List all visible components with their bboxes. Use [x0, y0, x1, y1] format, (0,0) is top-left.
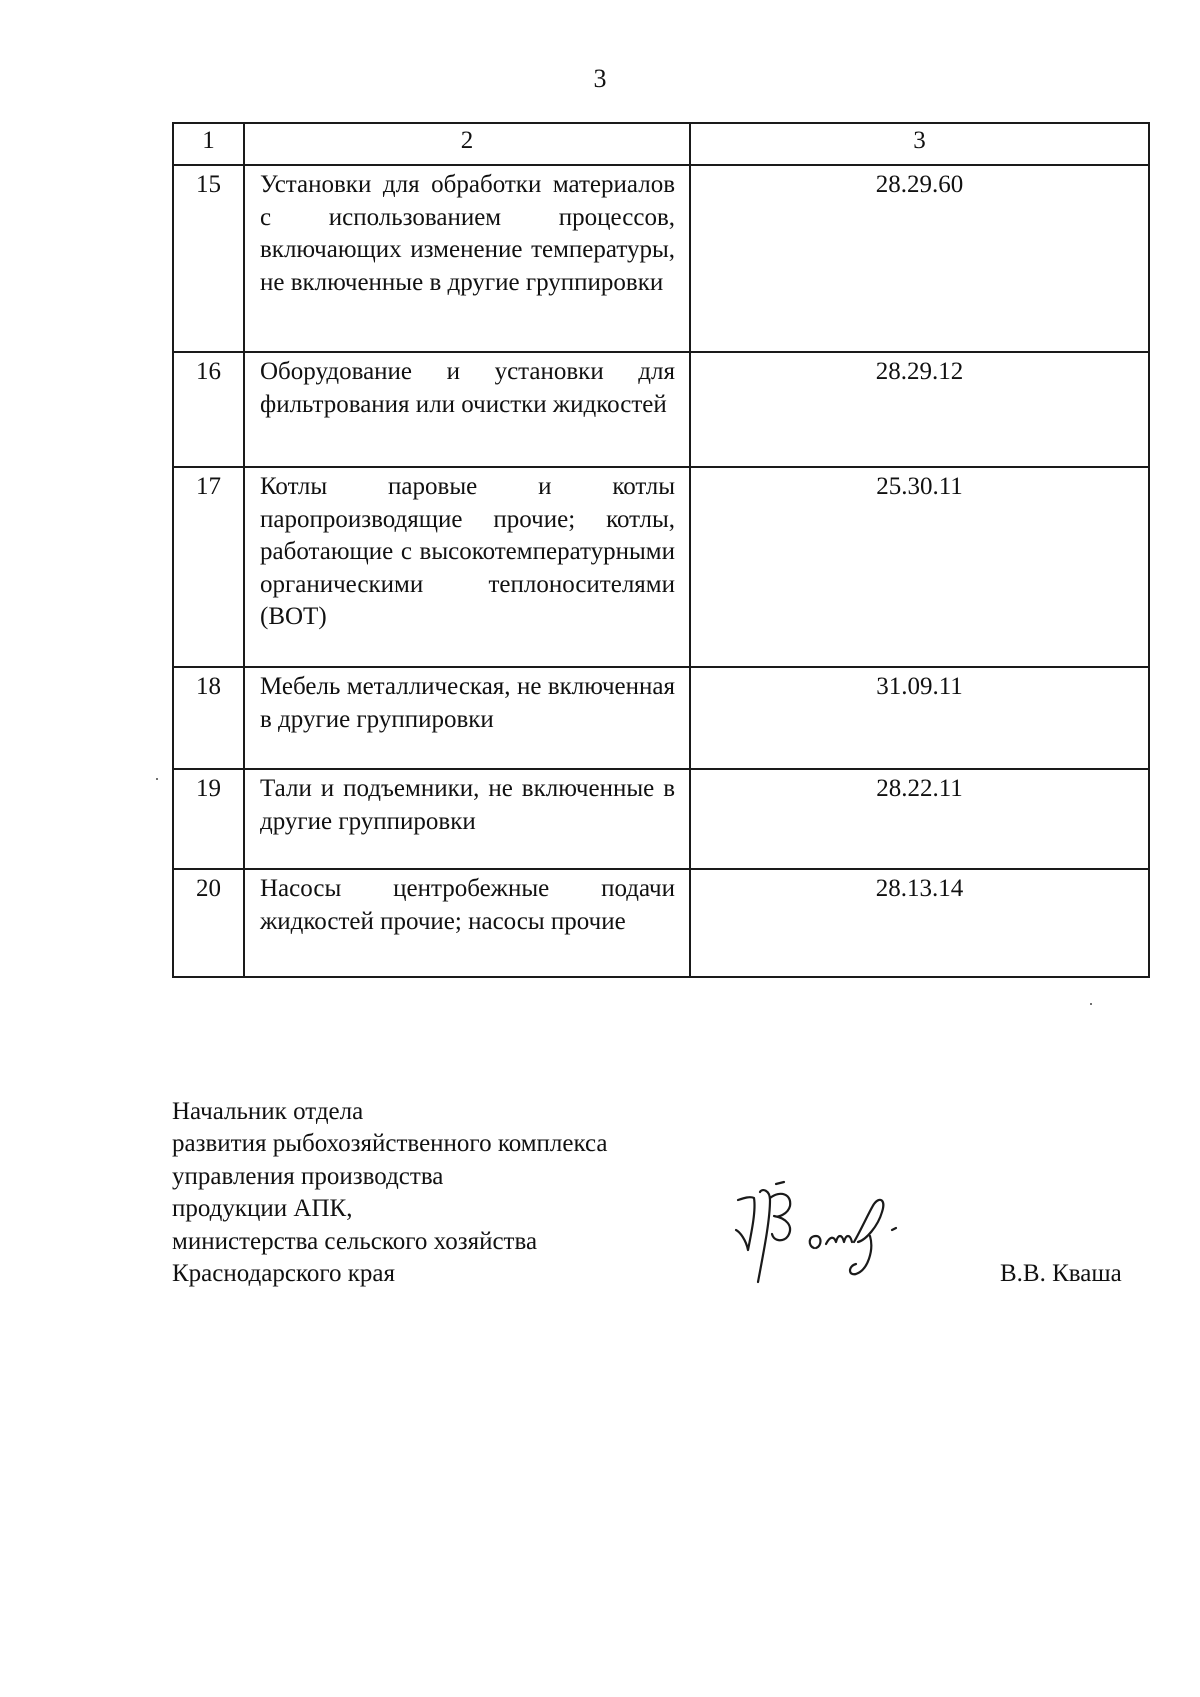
column-header-3: 3: [690, 123, 1149, 165]
position-line: Краснодарского края: [172, 1260, 395, 1288]
table-row: [173, 165, 1149, 352]
position-line: Начальник отдела: [172, 1098, 364, 1125]
row-code: 25.30.11: [690, 467, 1149, 667]
column-header-2: 2: [244, 123, 690, 165]
page-number: 3: [593, 64, 607, 93]
position-line: продукции АПК,: [172, 1195, 353, 1223]
row-number: 18: [173, 667, 244, 769]
table-row: [173, 769, 1149, 869]
row-number: 20: [173, 869, 244, 977]
row-description: Мебель металлическая, не включенная в другие группировки: [244, 667, 690, 769]
position-line: министерства сельского хозяйства: [172, 1227, 538, 1255]
row-number: 17: [173, 467, 244, 667]
row-code: 28.29.60: [690, 165, 1149, 352]
row-description: Установки для обработки материалов с использованием процессов, включающих изменение температуры, не включенные в другие группировки: [244, 165, 690, 352]
signatory-position: [172, 1096, 608, 1290]
table-header-row: [173, 123, 1149, 165]
table-row: [173, 352, 1149, 467]
row-code: 31.09.11: [690, 667, 1149, 769]
handwritten-signature-icon: [730, 1170, 940, 1290]
row-description: Тали и подъемники, не включенные в другие группировки: [244, 769, 690, 869]
position-line: управления производства: [172, 1162, 444, 1190]
row-code: 28.29.12: [690, 352, 1149, 467]
scan-speck: [1090, 1003, 1092, 1005]
row-number: 15: [173, 165, 244, 352]
row-description: Оборудование и установки для фильтрования или очистки жидкостей: [244, 352, 690, 467]
position-line: развития рыбохозяйственного комплекса: [172, 1130, 608, 1158]
row-code: 28.13.14: [690, 869, 1149, 977]
equipment-table: [172, 122, 1150, 978]
row-code: 28.22.11: [690, 769, 1149, 869]
column-header-1: 1: [173, 123, 244, 165]
table-row: [173, 467, 1149, 667]
row-number: 19: [173, 769, 244, 869]
table-row: [173, 667, 1149, 769]
scan-speck: [156, 778, 158, 780]
table-row: [173, 869, 1149, 977]
row-description: Котлы паровые и котлы паропроизводящие прочие; котлы, работающие с высокотемпературными органическими теплоносителями (ВОТ): [244, 467, 690, 667]
signer-name: В.В. Кваша: [1000, 1260, 1122, 1287]
row-description: Насосы центробежные подачи жидкостей прочие; насосы прочие: [244, 869, 690, 977]
row-number: 16: [173, 352, 244, 467]
